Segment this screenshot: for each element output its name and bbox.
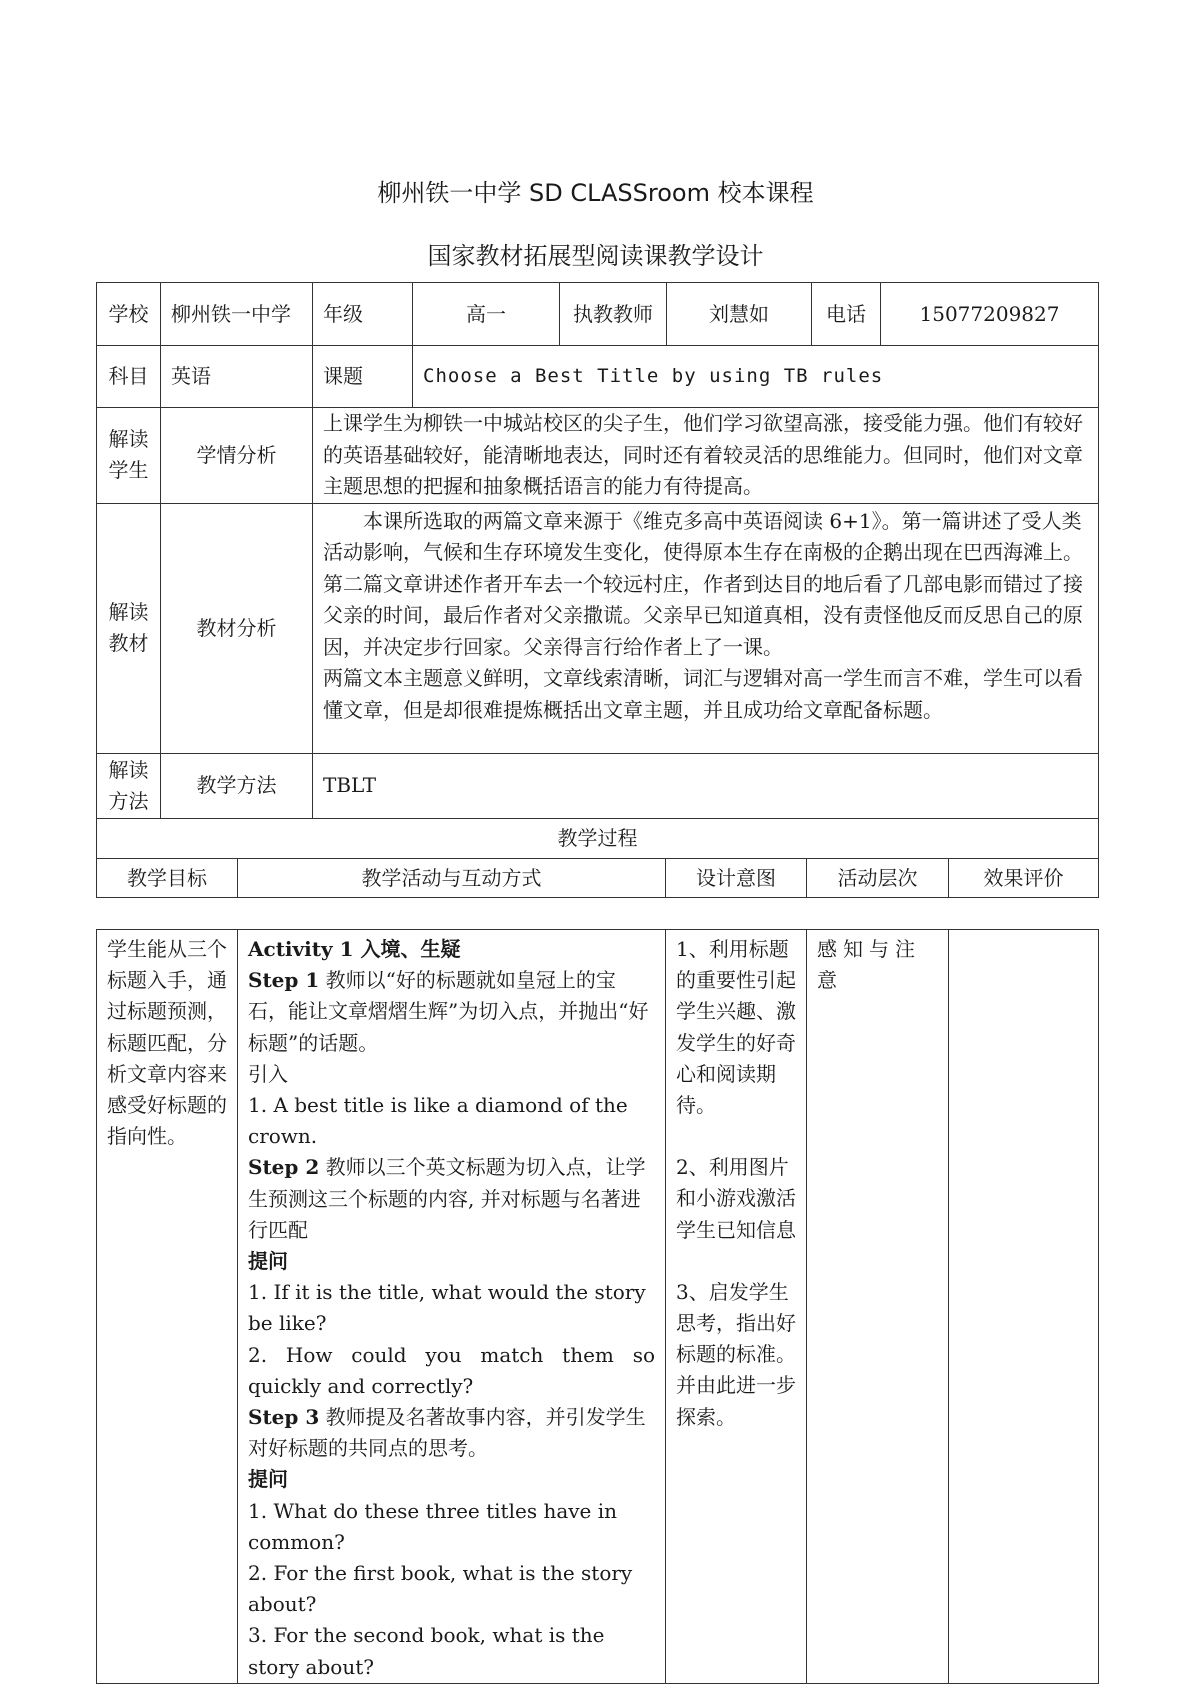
ask2-question-3: 3. For the second book, what is the story about? — [248, 1623, 605, 1679]
level-cell: 感知与注意 — [807, 930, 949, 1684]
process-title: 教学过程 — [97, 819, 1099, 859]
activity-title: Activity 1 入境、生疑 — [248, 937, 461, 961]
method-label: 解读方法 — [97, 753, 161, 818]
phone-label: 电话 — [812, 283, 881, 346]
header-level: 活动层次 — [807, 859, 949, 898]
eval-cell — [949, 930, 1099, 1684]
document-title: 柳州铁一中学 SD CLASSroom 校本课程 — [377, 179, 814, 207]
intro-question-1: 1. A best title is like a diamond of the crown. — [248, 1093, 628, 1149]
phone-value: 15077209827 — [881, 283, 1099, 346]
ask-label-1: 提问 — [248, 1249, 288, 1274]
document-subtitle: 国家教材拓展型阅读课教学设计 — [427, 242, 764, 270]
header-activity: 教学活动与互动方式 — [238, 859, 666, 898]
materials-para-1: 本课所选取的两篇文章来源于《维克多高中英语阅读 6+1》。第一篇讲述了受人类活动影响，气候和生存环境发生变化，使得原本生存在南极的企鹅出现在巴西海滩上。第二篇文章讲述作者开车去一个较远村庄，作者到达目的地后看了几部电影而错过了接父亲的时间，最后作者对父亲撒谎。父亲早已知道真相，没有责怪他反而反思自己的原因，并决定步行回家。父亲得言行给作者上了一课。 — [323, 508, 1083, 659]
grade-label: 年级 — [313, 283, 413, 346]
ask2-question-2: 2. For the first book, what is the story about? — [248, 1561, 633, 1617]
header-eval: 效果评价 — [949, 859, 1099, 898]
students-label: 解读学生 — [97, 408, 161, 504]
intro-label: 引入 — [248, 1061, 288, 1086]
method-sublabel: 教学方法 — [161, 753, 313, 818]
process-content-table — [96, 929, 1099, 1684]
topic-label: 课题 — [313, 346, 413, 408]
step-1: Step 1 教师以“好的标题就如皇冠上的宝石，能让文章熠熠生辉”为切入点，并抛出“好标题”的话题。 — [248, 968, 649, 1055]
materials-label: 解读教材 — [97, 503, 161, 753]
process-header-table — [96, 818, 1099, 898]
intent-3: 3、启发学生思考，指出好标题的标准。并由此进一步探索。 — [676, 1279, 796, 1429]
intent-2: 2、利用图片和小游戏激活学生已知信息 — [676, 1155, 796, 1242]
ask1-question-2: 2. How could you match them so quickly and correctly? — [248, 1342, 655, 1398]
activity-cell — [238, 930, 666, 1684]
ask1-question-1: 1. If it is the title, what would the story be like? — [248, 1280, 646, 1336]
materials-analysis-cell — [313, 503, 1099, 753]
step-3: Step 3 教师提及名著故事内容，并引发学生对好标题的共同点的思考。 — [248, 1405, 646, 1461]
intent-cell — [666, 930, 807, 1684]
school-label: 学校 — [97, 283, 161, 346]
subject-label: 科目 — [97, 346, 161, 408]
intent-1: 1、利用标题的重要性引起学生兴趣、激发学生的好奇心和阅读期待。 — [676, 937, 796, 1118]
header-intent: 设计意图 — [666, 859, 807, 898]
school-value: 柳州铁一中学 — [161, 283, 313, 346]
teacher-label: 执教教师 — [560, 283, 667, 346]
materials-sublabel: 教材分析 — [161, 503, 313, 753]
topic-value: Choose a Best Title by using TB rules — [413, 346, 1099, 408]
students-analysis-text: 上课学生为柳铁一中城站校区的尖子生，他们学习欲望高涨，接受能力强。他们有较好的英语基础较好，能清晰地表达，同时还有着较灵活的思维能力。但同时，他们对文章主题思想的把握和抽象概括语言的能力有待提高。 — [313, 408, 1099, 504]
info-table — [96, 282, 1099, 819]
method-value: TBLT — [313, 753, 1099, 818]
grade-value: 高一 — [413, 283, 560, 346]
materials-para-2: 两篇文本主题意义鲜明，文章线索清晰，词汇与逻辑对高一学生而言不难，学生可以看懂文章，但是却很难提炼概括出文章主题，并且成功给文章配备标题。 — [323, 666, 1083, 722]
header-goal: 教学目标 — [97, 859, 238, 898]
ask-label-2: 提问 — [248, 1467, 288, 1492]
teacher-value: 刘慧如 — [667, 283, 812, 346]
subject-value: 英语 — [161, 346, 313, 408]
students-sublabel: 学情分析 — [161, 408, 313, 504]
step-2: Step 2 教师以三个英文标题为切入点，让学生预测这三个标题的内容, 并对标题与名著进行匹配 — [248, 1155, 646, 1242]
goal-cell: 学生能从三个标题入手，通过标题预测，标题匹配，分析文章内容来感受好标题的指向性。 — [97, 930, 238, 1684]
ask2-question-1: 1. What do these three titles have in common? — [248, 1498, 618, 1554]
